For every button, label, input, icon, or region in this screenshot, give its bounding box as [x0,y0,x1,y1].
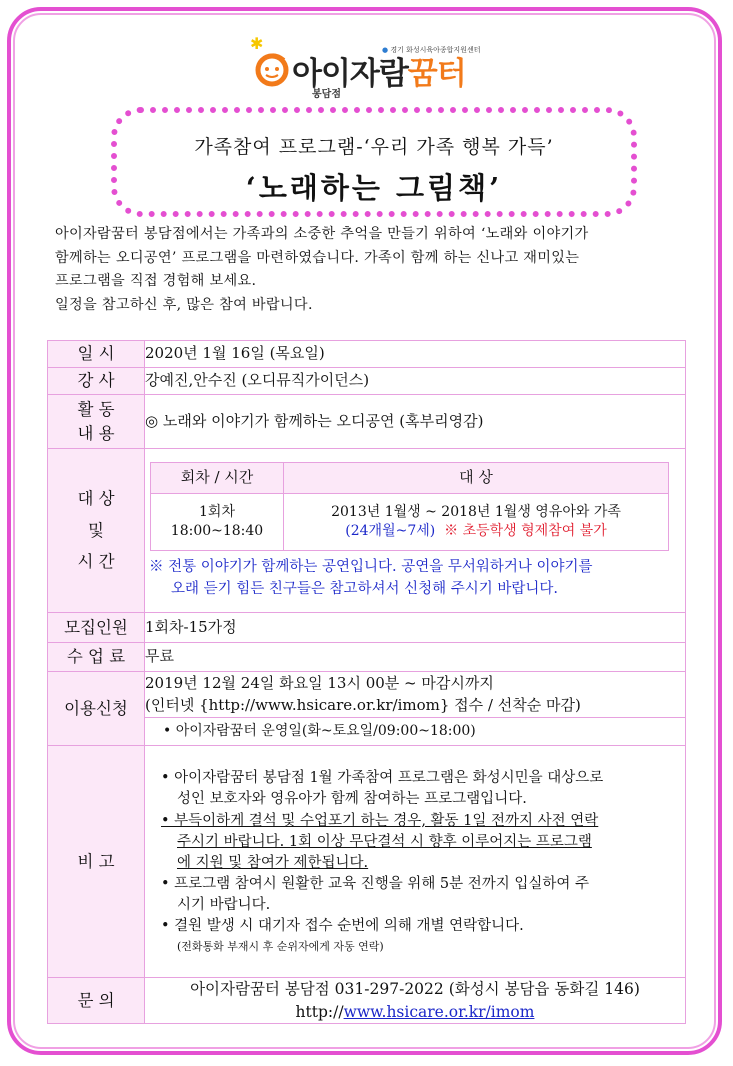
value-contact: 아이자람꿈터 봉담점 031-297-2022 (화성시 봉담읍 동화길 146) http://www.hsicare.or.kr/imom [145,978,686,1024]
intro-line: 함께하는 오디공연’ 프로그램을 마련하였습니다. 가족이 함께 하는 신나고 재미있는 [55,249,580,266]
row-activity [48,395,686,449]
label-apply: 이용신청 [48,672,145,746]
logo [248,36,498,100]
info-table [47,340,686,1024]
value-capacity: 1회차-15가정 [145,613,686,643]
contact-link[interactable]: www.hsicare.or.kr/imom [343,1002,535,1021]
child-face-icon [254,48,290,88]
remark-item: • 부득이하게 결석 및 수업포기 하는 경우, 활동 1일 전까지 사전 연락 주시기 바랍니다. 1회 이상 무단결석 시 향후 이루어지는 프로그램 에 지원 및 참여가 제한됩니다. [161,812,599,871]
row-contact [48,978,686,1024]
star-icon: ✱ [250,34,264,53]
logo-branch: 봉담점 [312,89,341,100]
center-name: ● 경기 화성시육아종합지원센터 [382,46,481,54]
target-age: (24개월~7세) [345,522,436,539]
label-instructor: 강 사 [48,368,145,395]
program-subtitle: 가족참여 프로그램-‘우리 가족 행복 가득’ [194,136,554,158]
remark-item: • 아이자람꿈터 봉담점 1월 가족참여 프로그램은 화성시민을 대상으로 성인 보호자와 영유아가 함께 참여하는 프로그램입니다. [161,770,604,808]
row-apply [48,672,686,718]
title-box [111,107,637,217]
label-date: 일 시 [48,341,145,368]
value-apply-hours: • 아이자람꿈터 운영일(화~토요일/09:00~18:00) [145,718,686,746]
session-row [151,493,669,550]
row-fee [48,643,686,672]
session-cell: 1회차 18:00~18:40 [151,493,284,550]
value-fee: 무료 [145,643,686,672]
session-table [150,462,669,551]
label-activity: 활 동 내 용 [48,395,145,449]
label-target: 대 상 및 시 간 [48,449,145,613]
header-session: 회차 / 시간 [151,462,284,493]
row-date [48,341,686,368]
row-instructor [48,368,686,395]
label-fee: 수 업 료 [48,643,145,672]
label-contact: 문 의 [48,978,145,1024]
remark-item: • 결원 발생 시 대기자 접수 순번에 의해 개별 연락합니다. [161,917,524,934]
logo-title: 아이자람꿈터 [292,56,466,92]
remark-item: • 프로그램 참여시 원활한 교육 진행을 위해 5분 전까지 입실하여 주 시기 바랍니다. [161,875,590,913]
target-cell: 2013년 1월생 ~ 2018년 1월생 영유아와 가족 (24개월~7세) ※ 초등학생 형제참여 불가 [284,493,669,550]
value-instructor: 강예진,안수진 (오디뮤직가이던스) [145,368,686,395]
program-title: ‘노래하는 그림책’ [245,171,503,205]
value-remarks [145,746,686,978]
intro-line: 아이자람꿈터 봉담점에서는 가족과의 소중한 추억을 만들기 위하여 ‘노래와 이야기가 [55,226,589,242]
row-target [48,449,686,613]
target-exclusion: ※ 초등학생 형제참여 불가 [444,522,607,539]
header-target: 대 상 [284,462,669,493]
label-capacity: 모집인원 [48,613,145,643]
label-remarks: 비 고 [48,746,145,978]
intro-line: 프로그램을 직접 경험해 보세요. [55,273,257,289]
value-date: 2020년 1월 16일 (목요일) [145,341,686,368]
session-table-header [151,462,669,493]
intro-line: 일정을 참고하신 후, 많은 참여 바랍니다. [55,296,313,313]
target-note: ※ 전통 이야기가 함께하는 공연입니다. 공연을 무서워하거나 이야기를 오래 듣기 힘든 친구들은 참고하셔서 신청해 주시기 바랍니다. [149,558,593,597]
remark-note: (전화통화 부재시 후 순위자에게 자동 연락) [177,939,384,953]
row-remarks [48,746,686,978]
value-target [145,449,686,613]
value-apply: 2019년 12월 24일 화요일 13시 00분 ~ 마감시까지 (인터넷 {http://www.hsicare.or.kr/imom} 접수 / 선착순 마감) [145,672,686,718]
row-capacity [48,613,686,643]
intro-text [55,223,680,317]
value-activity: ◎ 노래와 이야기가 함께하는 오디공연 (혹부리영감) [145,395,686,449]
center-logo-icon: ● [382,46,389,54]
